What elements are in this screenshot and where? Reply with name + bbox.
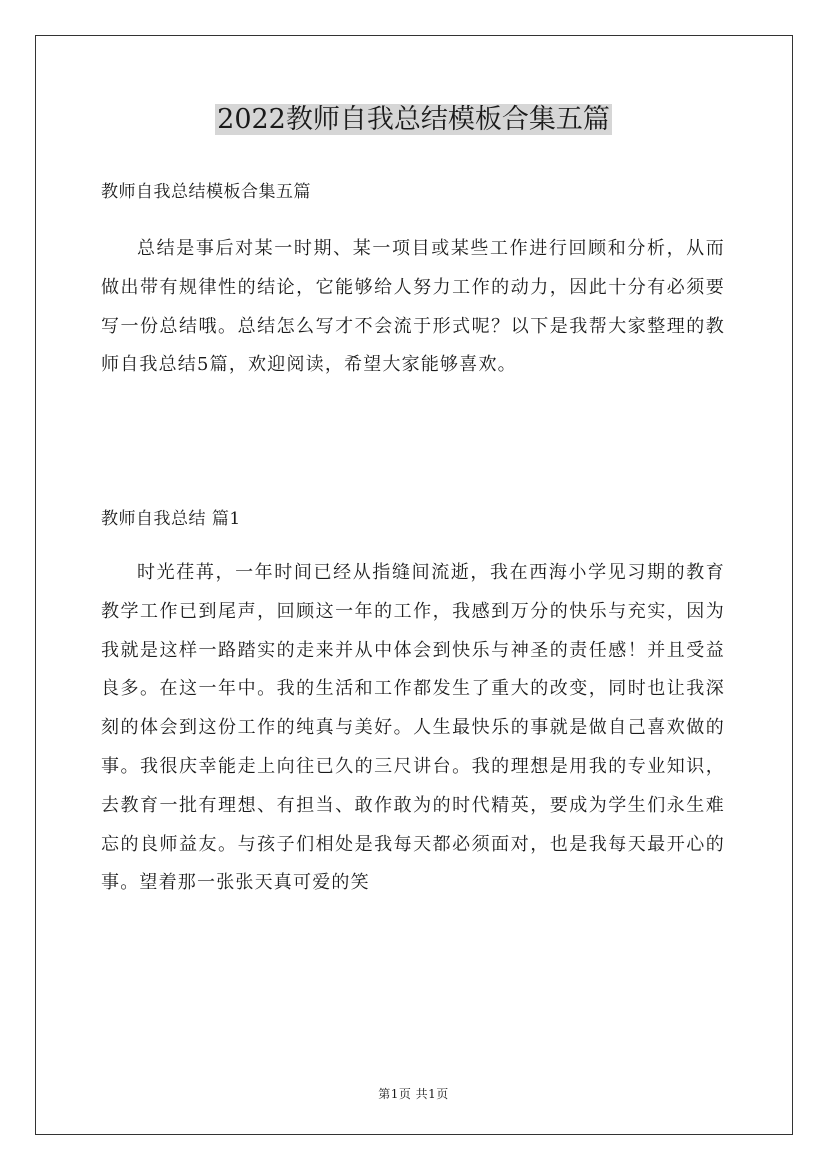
document-title xyxy=(0,100,827,140)
section-1-paragraph: 时光荏苒，一年时间已经从指缝间流逝，我在西海小学见习期的教育教学工作已到尾声，回顾这一年的工作，我感到万分的快乐与充实，因为我就是这样一路踏实的走来并从中体会到快乐与神圣的责任感！并且受益良多。在这一年中。我的生活和工作都发生了重大的改变，同时也让我深刻的体会到这份工作的纯真与美好。人生最快乐的事就是做自己喜欢做的事。我很庆幸能走上向往已久的三尺讲台。我的理想是用我的专业知识，去教育一批有理想、有担当、敢作敢为的时代精英，要成为学生们永生难忘的良师益友。与孩子们相处是我每天都必须面对，也是我每天最开心的事。望着那一张张天真可爱的笑 xyxy=(101,562,725,894)
intro-paragraph: 总结是事后对某一时期、某一项目或某些工作进行回顾和分析，从而做出带有规律性的结论，它能够给人努力工作的动力，因此十分有必须要写一份总结哦。总结怎么写才不会流于形式呢？以下是我帮大家整理的教师自我总结5篇，欢迎阅读，希望大家能够喜欢。 xyxy=(101,238,725,376)
document-title-text: 2022教师自我总结模板合集五篇 xyxy=(217,104,610,135)
page-footer: 第1页 共1页 xyxy=(378,1087,449,1101)
section-1-heading: 教师自我总结 篇1 xyxy=(101,509,241,529)
document-subtitle: 教师自我总结模板合集五篇 xyxy=(101,182,311,202)
